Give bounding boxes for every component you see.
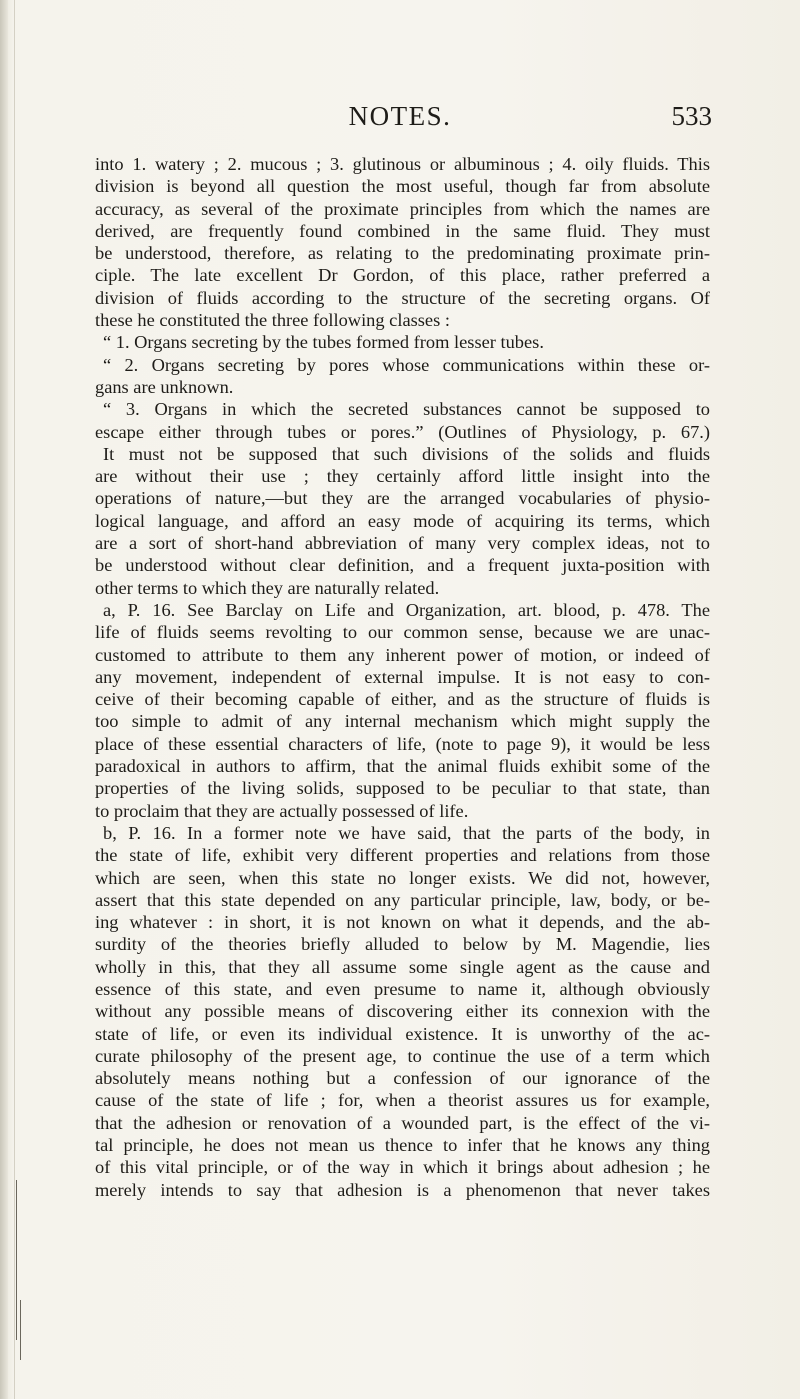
text-line: merely intends to say that adhesion is a phenomenon that never takes: [95, 1179, 710, 1200]
text-line: place of these essential characters of life, (note to page 9), it would be less: [95, 733, 710, 754]
text-line: other terms to which they are naturally related.: [95, 577, 440, 598]
text-line: b, P. 16. In a former note we have said, that the parts of the body, in: [103, 822, 710, 843]
page-number: 533: [671, 101, 712, 131]
text-line: wholly in this, that they all assume some single agent as the cause and: [95, 956, 710, 977]
text-line: paradoxical in authors to affirm, that the animal fluids exhibit some of the: [95, 756, 710, 777]
text-line: cause of the state of life ; for, when a theorist assures us for example,: [95, 1090, 710, 1111]
text-line: “ 2. Organs secreting by pores whose communications within these or-: [103, 354, 710, 375]
text-line: be understood without clear definition, and a frequent juxta-position with: [95, 555, 710, 576]
text-line: gans are unknown.: [95, 376, 234, 397]
text-line: a, P. 16. See Barclay on Life and Organization, art. blood, p. 478. The: [103, 599, 710, 620]
text-line: are without their use ; they certainly afford little insight into the: [95, 466, 710, 487]
text-line: tal principle, he does not mean us thence to infer that he knows any thing: [95, 1135, 710, 1156]
text-line: of this vital principle, or of the way in which it brings about adhesion ; he: [95, 1157, 710, 1178]
running-header-title: NOTES.: [348, 101, 452, 131]
text-line: any movement, independent of external impulse. It is not easy to con-: [95, 666, 710, 687]
text-line: accuracy, as several of the proximate principles from which the names are: [95, 198, 710, 219]
text-line: without any possible means of discovering either its connexion with the: [95, 1001, 710, 1022]
scan-mark-left-bottom: [20, 1300, 21, 1360]
text-line: derived, are frequently found combined in the same fluid. They must: [95, 220, 710, 241]
text-line: division of fluids according to the structure of the secreting organs. Of: [95, 287, 710, 308]
text-line: operations of nature,—but they are the arranged vocabularies of physio-: [95, 488, 710, 509]
text-line: which are seen, when this state no longer exists. We did not, however,: [95, 867, 710, 888]
text-line: ceive of their becoming capable of either, and as the structure of fluids is: [95, 689, 710, 710]
notes-text-block: [95, 153, 710, 1201]
text-line: state of life, or even its individual existence. It is unworthy of the ac-: [95, 1023, 710, 1044]
text-line: properties of the living solids, supposed to be peculiar to that state, than: [95, 778, 710, 799]
text-line: “ 1. Organs secreting by the tubes formed from lesser tubes.: [103, 332, 544, 353]
text-line: the state of life, exhibit very different properties and relations from those: [95, 845, 710, 866]
text-line: escape either through tubes or pores.” (Outlines of Physiology, p. 67.): [95, 421, 710, 442]
text-line: curate philosophy of the present age, to continue the use of a term which: [95, 1045, 710, 1066]
text-line: these he constituted the three following classes :: [95, 310, 450, 331]
text-line: into 1. watery ; 2. mucous ; 3. glutinous or albuminous ; 4. oily fluids. This: [95, 154, 710, 174]
text-line: absolutely means nothing but a confession of our ignorance of the: [95, 1068, 710, 1089]
text-line: ciple. The late excellent Dr Gordon, of this place, rather preferred a: [95, 265, 710, 286]
text-line: It must not be supposed that such divisions of the solids and fluids: [103, 443, 710, 464]
text-line: customed to attribute to them any inherent power of motion, or indeed of: [95, 644, 710, 665]
text-line: ing whatever : in short, it is not known on what it depends, and the ab-: [95, 912, 710, 933]
text-line: surdity of the theories briefly alluded to below by M. Magendie, lies: [95, 934, 710, 955]
text-line: be understood, therefore, as relating to the predominating proximate prin-: [95, 243, 710, 264]
text-line: division is beyond all question the most useful, though far from absolute: [95, 176, 710, 197]
binding-line: [14, 0, 15, 1399]
text-line: are a sort of short-hand abbreviation of many very complex ideas, not to: [95, 533, 710, 554]
text-line: to proclaim that they are actually possessed of life.: [95, 800, 469, 821]
text-line: essence of this state, and even presume to name it, although obviously: [95, 978, 710, 999]
text-line: life of fluids seems revolting to our common sense, because we are unac-: [95, 622, 710, 643]
text-line: logical language, and afford an easy mode of acquiring its terms, which: [95, 510, 710, 531]
text-line: too simple to admit of any internal mechanism which might supply the: [95, 711, 710, 732]
text-line: assert that this state depended on any particular principle, law, body, or be-: [95, 889, 710, 910]
binding-edge: [0, 0, 8, 1399]
text-line: “ 3. Organs in which the secreted substances cannot be supposed to: [103, 399, 710, 420]
text-line: that the adhesion or renovation of a wounded part, is the effect of the vi-: [95, 1112, 710, 1133]
scan-mark-left: [16, 1180, 17, 1340]
